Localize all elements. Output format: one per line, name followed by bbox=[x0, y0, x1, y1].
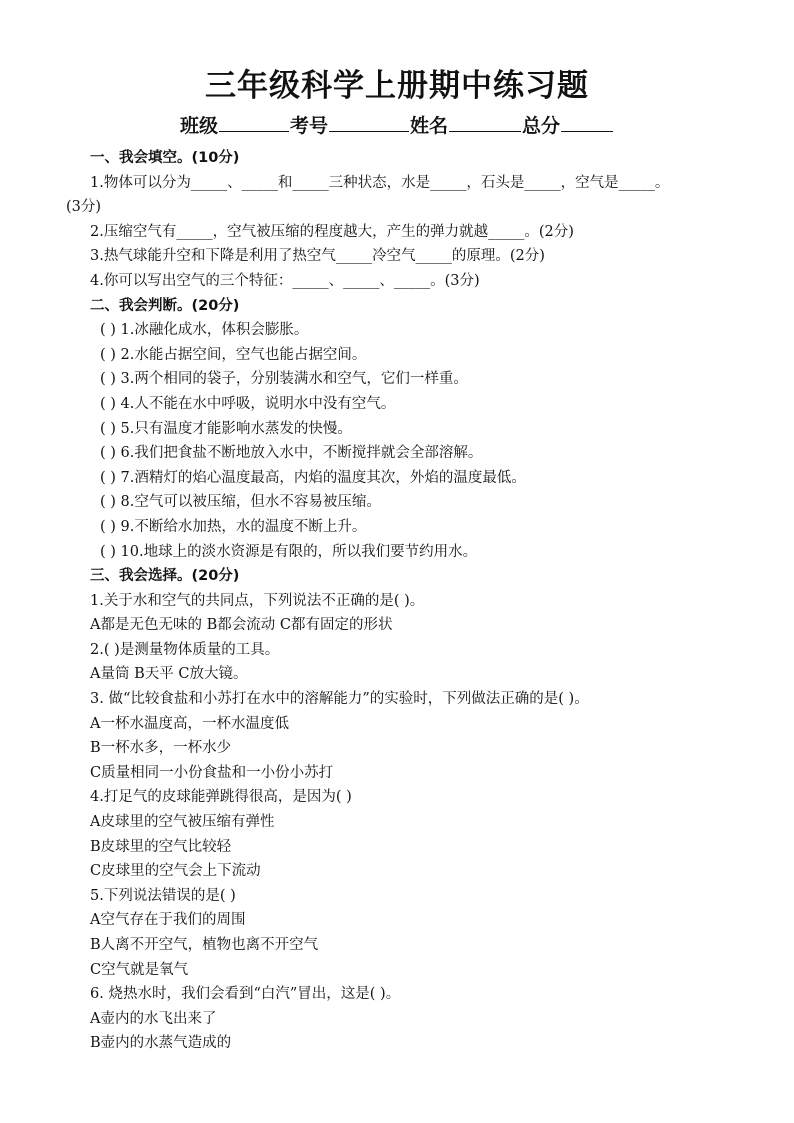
section-fill-in-heading: 一、我会填空。(10分) bbox=[90, 150, 240, 166]
true-false-item: ( ) 5.只有温度才能影响水蒸发的快慢。 bbox=[100, 420, 352, 437]
choice-line: B人离不开空气，植物也离不开空气 bbox=[90, 937, 319, 953]
true-false-item: ( ) 2.水能占据空间，空气也能占据空间。 bbox=[100, 346, 367, 363]
true-false-item: ( ) 10.地球上的淡水资源是有限的，所以我们要节约用水。 bbox=[100, 543, 478, 560]
choice-line: 6. 烧热水时，我们会看到“白汽”冒出，这是( )。 bbox=[90, 986, 401, 1003]
exam-no-label: 考号 bbox=[289, 115, 328, 137]
true-false-item: ( ) 9.不断给水加热，水的温度不断上升。 bbox=[100, 518, 367, 535]
choice-line: 5.下列说法错误的是( ) bbox=[90, 887, 236, 904]
exam-no-blank[interactable] bbox=[329, 113, 409, 132]
true-false-item: ( ) 4.人不能在水中呼吸，说明水中没有空气。 bbox=[100, 395, 396, 412]
choice-line: B皮球里的空气比较轻 bbox=[90, 838, 232, 855]
section-true-false-heading: 二、我会判断。(20分) bbox=[90, 297, 240, 314]
page-title: 三年级科学上册期中练习题 bbox=[205, 68, 589, 104]
choice-line: A量筒 B天平 C放大镜。 bbox=[90, 666, 248, 683]
choice-line: B壶内的水蒸气造成的 bbox=[90, 1035, 232, 1052]
choice-line: A皮球里的空气被压缩有弹性 bbox=[90, 814, 275, 831]
choice-line: A都是无色无味的 B都会流动 C都有固定的形状 bbox=[90, 617, 393, 634]
choice-line: A空气存在于我们的周围 bbox=[90, 912, 246, 929]
class-label: 班级 bbox=[179, 115, 218, 137]
fill-q2: 2.压缩空气有_____，空气被压缩的程度越大，产生的弹力就越_____。(2分) bbox=[90, 223, 574, 240]
true-false-item: ( ) 8.空气可以被压缩，但水不容易被压缩。 bbox=[100, 494, 381, 511]
choice-line: 3. 做“比较食盐和小苏打在水中的溶解能力”的实验时，下列做法正确的是( )。 bbox=[90, 691, 589, 708]
fill-q3: 3.热气球能升空和下降是利用了热空气_____冷空气_____的原理。(2分) bbox=[90, 248, 545, 265]
choice-line: C质量相同一小份食盐和一小份小苏打 bbox=[90, 764, 334, 781]
choice-line: C皮球里的空气会上下流动 bbox=[90, 863, 261, 880]
worksheet-content bbox=[66, 146, 770, 1056]
choice-line: A壶内的水飞出来了 bbox=[90, 1010, 217, 1027]
true-false-item: ( ) 3.两个相同的袋子，分别装满水和空气，它们一样重。 bbox=[100, 371, 468, 388]
name-label: 姓名 bbox=[410, 115, 449, 137]
true-false-item: ( ) 6.我们把食盐不断地放入水中，不断搅拌就会全部溶解。 bbox=[100, 445, 483, 462]
choice-line: 2.( )是测量物体质量的工具。 bbox=[90, 641, 280, 658]
fill-q4: 4.你可以写出空气的三个特征：_____、_____、_____。(3分) bbox=[90, 272, 480, 289]
choice-line: B一杯水多，一杯水少 bbox=[90, 740, 232, 757]
fill-q1: 1.物体可以分为_____、_____和_____三种状态，水是_____，石头是_____，空气是_____。 bbox=[90, 174, 670, 191]
name-blank[interactable] bbox=[449, 113, 521, 132]
true-false-item: ( ) 7.酒精灯的焰心温度最高，内焰的温度其次，外焰的温度最低。 bbox=[100, 469, 526, 486]
class-blank[interactable] bbox=[219, 113, 289, 132]
choice-line: 1.关于水和空气的共同点，下列说法不正确的是( )。 bbox=[90, 592, 425, 609]
total-blank[interactable] bbox=[561, 113, 613, 132]
choice-line: 4.打足气的皮球能弹跳得很高，是因为( ) bbox=[90, 789, 352, 806]
choice-line: C空气就是氧气 bbox=[90, 961, 189, 978]
section-choice-heading: 三、我会选择。(20分) bbox=[90, 568, 240, 585]
total-label: 总分 bbox=[522, 115, 561, 137]
student-info-line bbox=[0, 111, 794, 138]
true-false-item: ( ) 1.冰融化成水，体积会膨胀。 bbox=[100, 322, 309, 339]
choice-line: A一杯水温度高，一杯水温度低 bbox=[90, 715, 289, 732]
fill-q1-points: (3分) bbox=[66, 199, 102, 216]
